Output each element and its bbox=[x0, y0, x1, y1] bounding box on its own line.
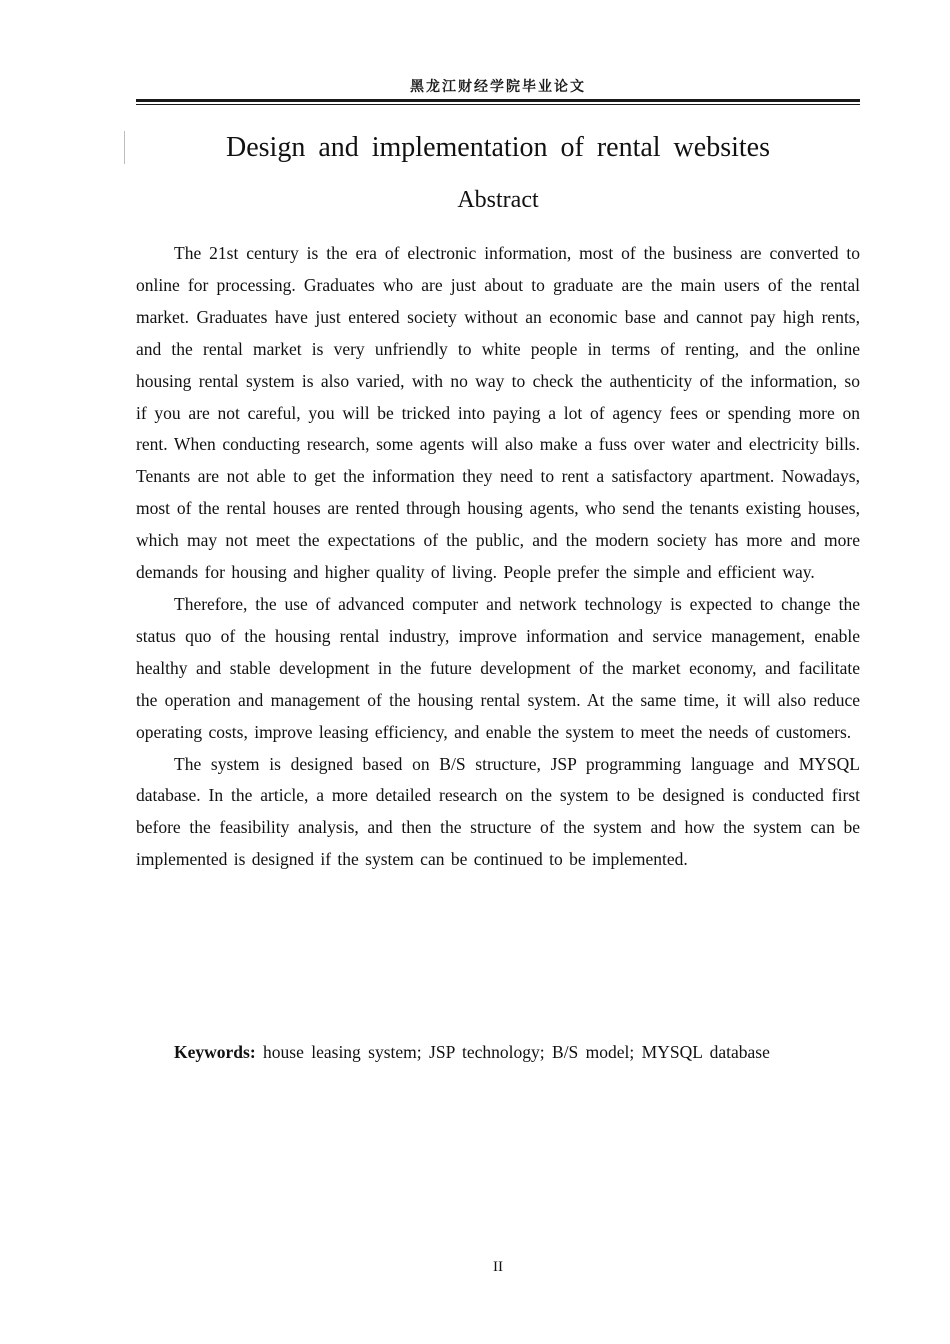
abstract-body bbox=[136, 238, 860, 876]
abstract-paragraph-1: The 21st century is the era of electronic information, most of the business are converted to online for processing. Graduates who are just about to graduate are the main users of the rental market. Graduates have just entered society without an economic base and cannot pay high rents, and the rental market is very unfriendly to white people in terms of renting, and the online housing rental system is also varied, with no way to check the authenticity of the information, so if you are not careful, you will be tricked into paying a lot of agency fees or spending more on rent. When conducting research, some agents will also make a fuss over water and electricity bills. Tenants are not able to get the information they need to rent a satisfactory apartment. Nowadays, most of the rental houses are rented through housing agents, who send the tenants existing houses, which may not meet the expectations of the public, and the modern society has more and more demands for housing and higher quality of living. People prefer the simple and efficient way. bbox=[136, 243, 860, 583]
page-number: II bbox=[493, 1259, 503, 1275]
document-title: Design and implementation of rental websites bbox=[226, 132, 770, 163]
running-header: 黑龙江财经学院毕业论文 bbox=[410, 79, 586, 95]
abstract-heading: Abstract bbox=[457, 187, 539, 213]
header-rule-thin bbox=[136, 104, 860, 105]
keywords-line bbox=[174, 1036, 874, 1068]
margin-cursor-mark bbox=[124, 131, 125, 164]
header-rule-thick bbox=[136, 99, 860, 102]
abstract-paragraph-2: Therefore, the use of advanced computer and network technology is expected to change the status quo of the housing rental industry, improve information and service management, enable healthy and stable development in the future development of the market economy, and facilitate the operation and management of the housing rental system. At the same time, it will also reduce operating costs, improve leasing efficiency, and enable the system to meet the needs of customers. bbox=[136, 593, 860, 742]
keywords-label: Keywords: bbox=[174, 1042, 256, 1062]
keywords-text: house leasing system; JSP technology; B/S model; MYSQL database bbox=[263, 1042, 770, 1062]
abstract-paragraph-3: The system is designed based on B/S structure, JSP programming language and MYSQL database. In the article, a more detailed research on the system to be designed is conducted first before the feasibility analysis, and then the structure of the system and how the system can be implemented is designed if the system can be continued to be implemented. bbox=[136, 753, 860, 870]
